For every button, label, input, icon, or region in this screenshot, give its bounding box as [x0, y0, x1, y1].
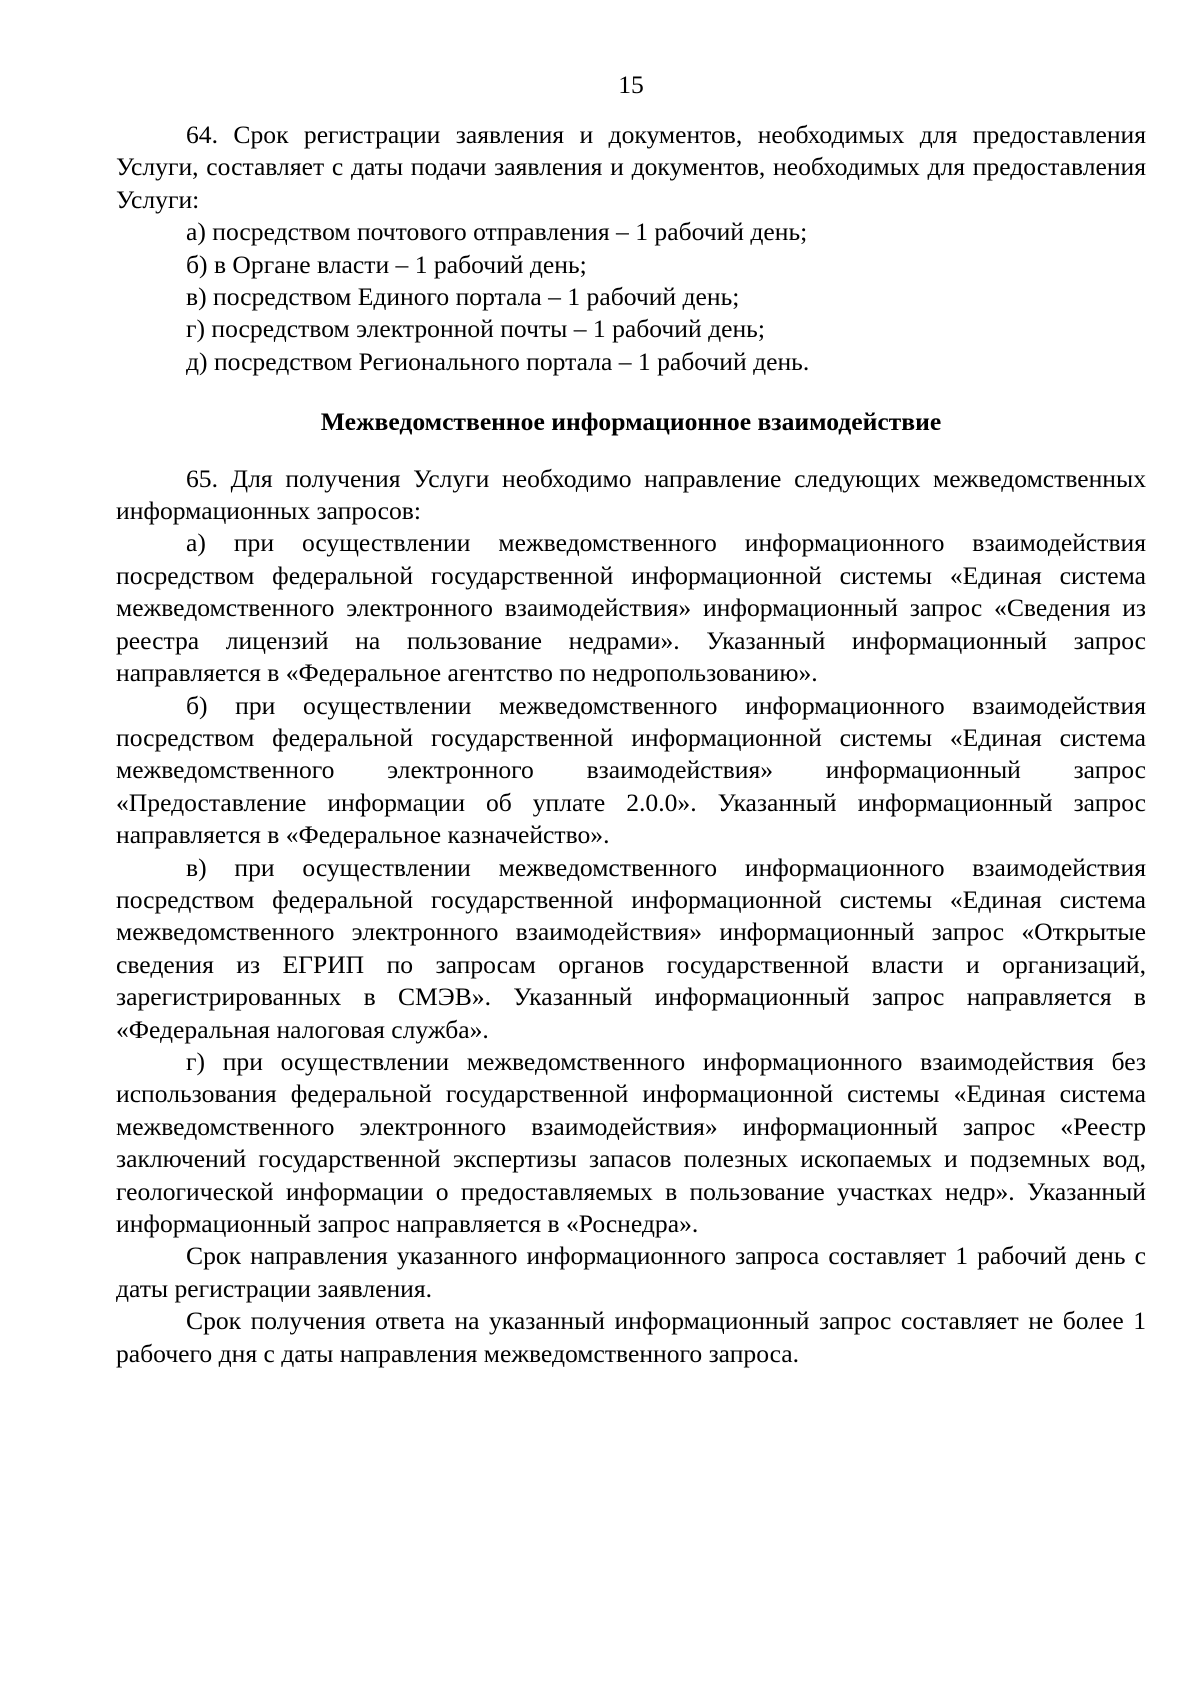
section-heading: Межведомственное информационное взаимодействие: [320, 407, 942, 437]
paragraph-64: 64. Срок регистрации заявления и документов, необходимых для предоставления Услуги, составляет с даты подачи заявления и документов, необходимых для предоставления Услуги:: [116, 120, 1146, 214]
request-send-deadline: Срок направления указанного информационного запроса составляет 1 рабочий день с даты регистрации заявления.: [116, 1241, 1146, 1303]
document-body: [116, 119, 1146, 1370]
page-number: 15: [618, 70, 644, 99]
paragraph-65-g: г) при осуществлении межведомственного информационного взаимодействия без использования федеральной государственной информационной системы «Единая система межведомственного электронного взаимодействия» информационный запрос «Реестр заключений государственной экспертизы запасов полезных ископаемых и подземных вод, геологической информации о предоставляемых в пользование участках недр». Указанный информационный запрос направляется в «Роснедра».: [116, 1046, 1146, 1238]
list-item-v: в) посредством Единого портала – 1 рабочий день;: [186, 282, 740, 312]
list-item-a: а) посредством почтового отправления – 1 рабочий день;: [186, 217, 808, 247]
paragraph-65-a: а) при осуществлении межведомственного информационного взаимодействия посредством федеральной государственной информационной системы «Единая система межведомственного электронного взаимодействия» информационный запрос «Сведения из реестра лицензий на пользование недрами». Указанный информационный запрос направляется в «Федеральное агентство по недропользованию».: [116, 528, 1146, 688]
paragraph-65: 65. Для получения Услуги необходимо направление следующих межведомственных информационных запросов:: [116, 463, 1146, 526]
list-item-g: г) посредством электронной почты – 1 рабочий день;: [186, 314, 765, 344]
list-item-b: б) в Органе власти – 1 рабочий день;: [186, 249, 587, 279]
list-item-d: д) посредством Регионального портала – 1 рабочий день.: [186, 346, 810, 376]
paragraph-65-b: б) при осуществлении межведомственного информационного взаимодействия посредством федеральной государственной информационной системы «Единая система межведомственного электронного взаимодействия» информационный запрос «Предоставление информации об уплате 2.0.0». Указанный информационный запрос направляется в «Федеральное казначейство».: [116, 690, 1146, 850]
response-deadline: Срок получения ответа на указанный информационный запрос составляет не более 1 рабочего дня с даты направления межведомственного запроса.: [116, 1306, 1146, 1368]
paragraph-65-v: в) при осуществлении межведомственного информационного взаимодействия посредством федеральной государственной информационной системы «Единая система межведомственного электронного взаимодействия» информационный запрос «Открытые сведения из ЕГРИП по запросам органов государственной власти и организаций, зарегистрированных в СМЭВ». Указанный информационный запрос направляется в «Федеральная налоговая служба».: [116, 852, 1146, 1044]
